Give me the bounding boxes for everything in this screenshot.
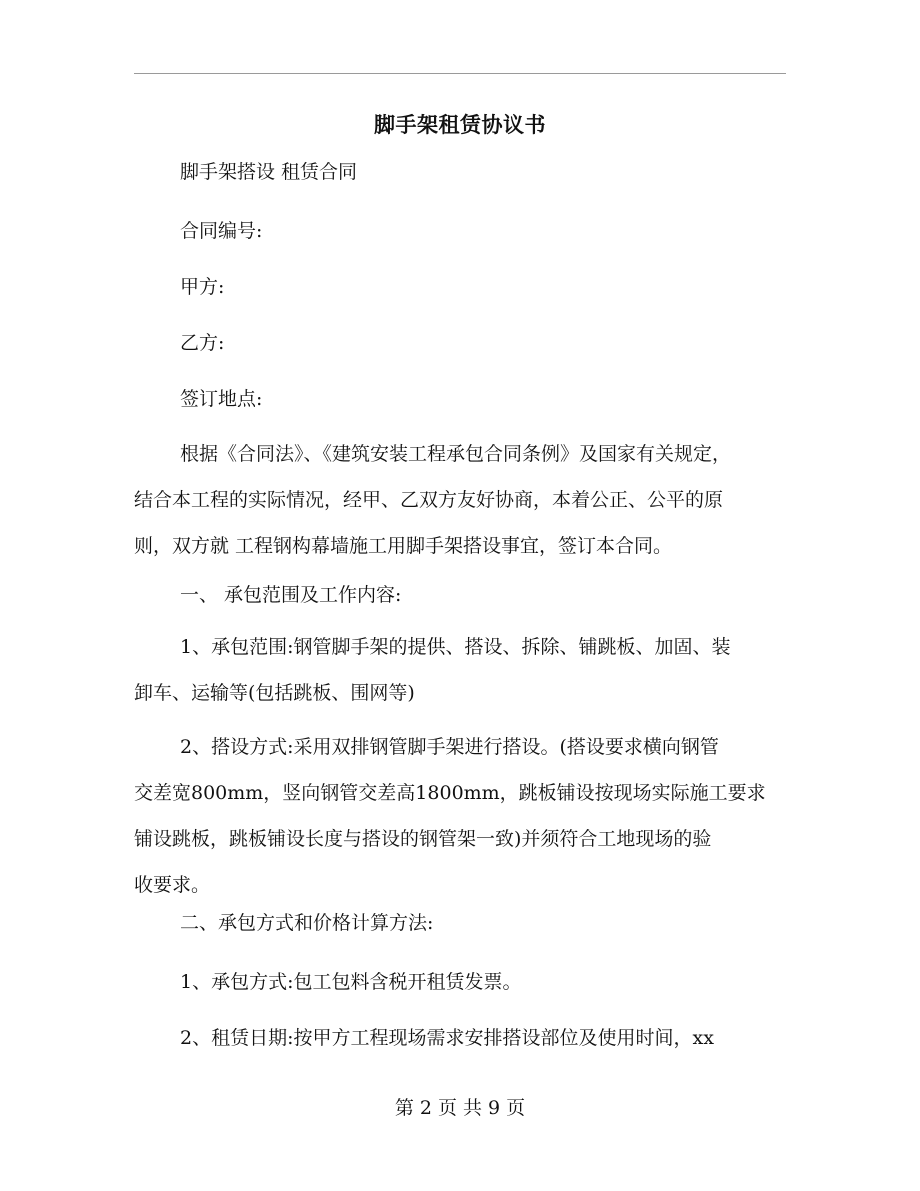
intro-line-1: 根据《合同法》、《建筑安装工程承包合同条例》及国家有关规定， (180, 443, 732, 465)
section-1-item-2-line-1: 2、搭设方式:采用双排钢管脚手架进行搭设。(搭设要求横向钢管 (180, 736, 719, 758)
section-2-item-2: 2、租赁日期:按甲方工程现场需求安排搭设部位及使用时间，xx (180, 1027, 714, 1049)
section-1-item-1-line-2: 卸车、运输等(包括跳板、围网等) (134, 682, 415, 704)
section-1-item-2 (134, 724, 786, 908)
section-1-item-1-line-1: 1、承包范围:钢管脚手架的提供、搭设、拆除、铺跳板、加固、装 (180, 636, 731, 658)
document-title: 脚手架租赁协议书 (374, 112, 546, 137)
header-rule (134, 73, 786, 74)
field-party-a: 甲方: (180, 276, 225, 298)
section-1-heading: 一、 承包范围及工作内容: (180, 584, 402, 606)
section-1-item-2-line-3: 铺设跳板，跳板铺设长度与搭设的钢管架一致)并须符合工地现场的验 (134, 828, 712, 850)
field-party-b: 乙方: (180, 332, 225, 354)
document-subtitle: 脚手架搭设 租赁合同 (180, 161, 358, 183)
section-2-item-1: 1、承包方式:包工包料含税开租赁发票。 (180, 971, 522, 993)
section-1-item-2-line-4: 收要求。 (134, 874, 211, 896)
intro-line-2: 结合本工程的实际情况，经甲、乙双方友好协商，本着公正、公平的原 (134, 489, 724, 511)
page-number: 第 2 页 共 9 页 (394, 1097, 526, 1119)
section-1-item-2-line-2: 交差宽800mm，竖向钢管交差高1800mm，跳板铺设按现场实际施工要求 (134, 782, 766, 804)
section-2-heading: 二、承包方式和价格计算方法: (180, 912, 434, 934)
intro-paragraph (134, 431, 786, 569)
section-1-item-1 (134, 624, 786, 716)
field-contract-no: 合同编号: (180, 220, 263, 242)
intro-line-3: 则，双方就 工程钢构幕墙施工用脚手架搭设事宜，签订本合同。 (134, 535, 673, 557)
field-sign-place: 签订地点: (180, 388, 263, 410)
